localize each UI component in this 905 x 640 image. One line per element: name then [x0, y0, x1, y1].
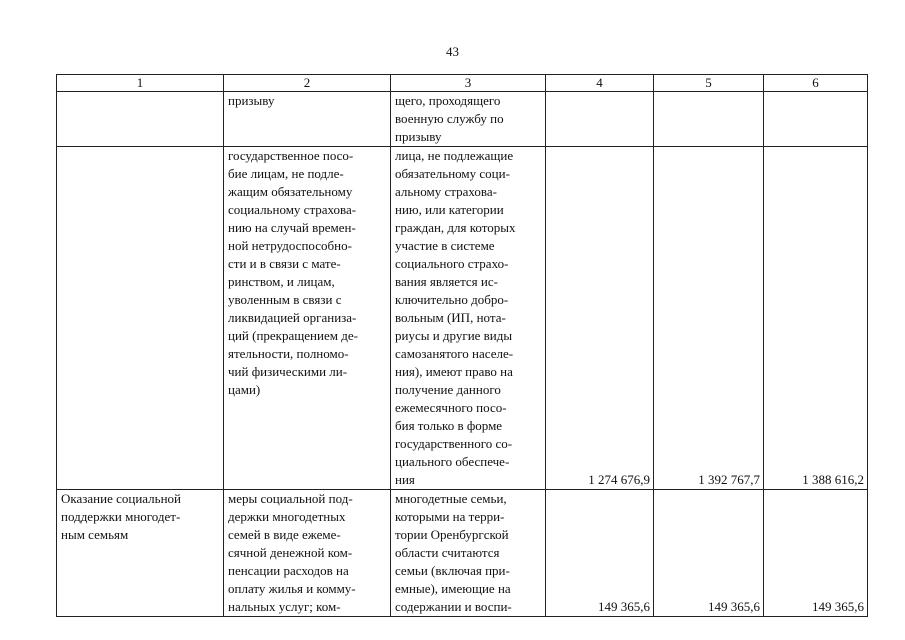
- cell-recipients: щего, проходящего военную службу по призыву: [391, 92, 546, 147]
- cell-recipients: лица, не подлежащие обязательному соци- альному страхова- нию, или категории граждан, для которых участие в системе социального страхо- вания является ис- ключительно добро- вольным (ИП, нота- риусы и другие виды самозанятого населе- ния), имеют право на получение данного ежемесячного посо- бия только в форме государственного со- циального обеспече- ния: [391, 147, 546, 490]
- budget-table: [56, 74, 868, 617]
- column-number-6: 6: [764, 75, 868, 92]
- cell-recipients: многодетные семьи, которыми на терри- тории Оренбургской области считаются семьи (включая при- емные), имеющие на содержании и воспи-: [391, 490, 546, 617]
- column-number-4: 4: [546, 75, 654, 92]
- column-number-1: 1: [57, 75, 224, 92]
- cell-direction: [57, 92, 224, 147]
- cell-direction: Оказание социальной поддержки многодет- ным семьям: [57, 490, 224, 617]
- cell-amount-col4: [546, 92, 654, 147]
- table-row: [57, 92, 868, 147]
- cell-amount-col6: [764, 92, 868, 147]
- table-row: [57, 147, 868, 490]
- cell-amount-col4: 149 365,6: [546, 490, 654, 617]
- cell-amount-col6: 1 388 616,2: [764, 147, 868, 490]
- column-number-3: 3: [391, 75, 546, 92]
- cell-amount-col6: 149 365,6: [764, 490, 868, 617]
- cell-measure: государственное посо- бие лицам, не подле- жащим обязательному социальному страхова- нию на случай времен- ной нетрудоспособно- сти и в связи с мате- ринством, и лицам, уволенным в связи с ликвидацией организа- ций (прекращением де- ятельности, полномо- чий физическими ли- цами): [224, 147, 391, 490]
- page-number: 43: [446, 44, 459, 59]
- cell-measure: меры социальной под- держки многодетных семей в виде ежеме- сячной денежной ком- пенсации расходов на оплату жилья и комму- нальных услуг; ком-: [224, 490, 391, 617]
- cell-amount-col5: [654, 92, 764, 147]
- column-number-2: 2: [224, 75, 391, 92]
- column-number-5: 5: [654, 75, 764, 92]
- cell-amount-col5: 1 392 767,7: [654, 147, 764, 490]
- cell-measure: призыву: [224, 92, 391, 147]
- table-row: [57, 490, 868, 617]
- table-header-row: [57, 75, 868, 92]
- cell-amount-col5: 149 365,6: [654, 490, 764, 617]
- cell-direction: [57, 147, 224, 490]
- cell-amount-col4: 1 274 676,9: [546, 147, 654, 490]
